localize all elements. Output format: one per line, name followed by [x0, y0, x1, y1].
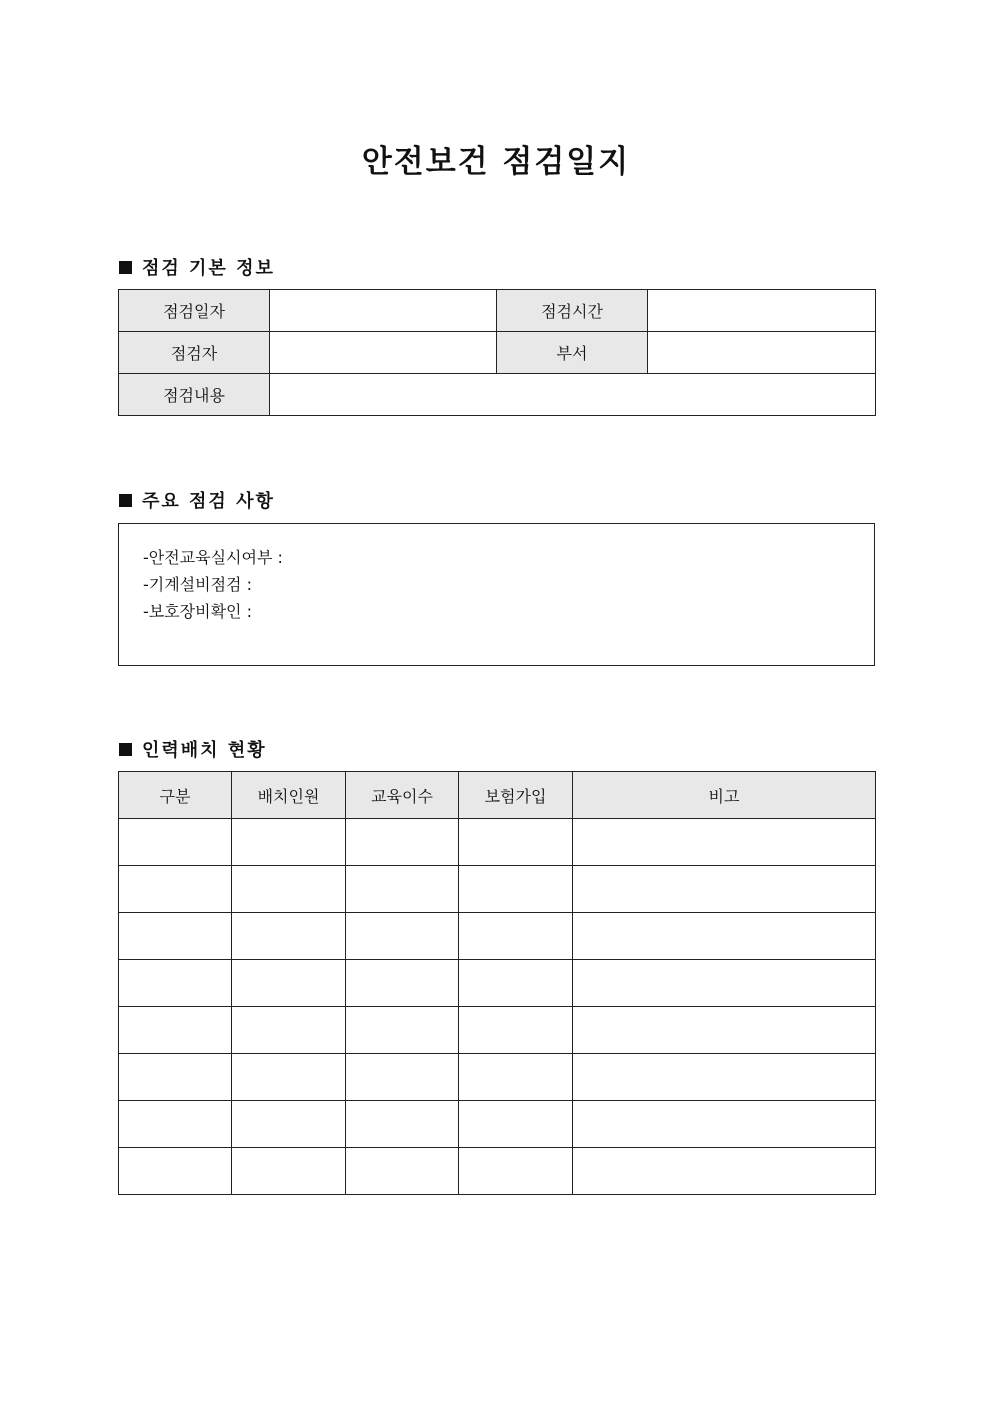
table-cell[interactable] — [119, 960, 232, 1007]
column-header: 교육이수 — [346, 772, 459, 819]
section-heading-main-checks — [119, 487, 275, 513]
date-field[interactable] — [270, 290, 497, 332]
table-cell[interactable] — [459, 1148, 573, 1195]
table-cell[interactable] — [232, 819, 346, 866]
column-header: 보험가입 — [459, 772, 573, 819]
square-bullet-icon — [119, 743, 132, 756]
table-cell[interactable] — [459, 960, 573, 1007]
department-field[interactable] — [648, 332, 876, 374]
table-row — [119, 290, 876, 332]
table-cell[interactable] — [119, 819, 232, 866]
square-bullet-icon — [119, 261, 132, 274]
column-header: 구분 — [119, 772, 232, 819]
content-field[interactable] — [270, 374, 876, 416]
table-cell[interactable] — [346, 819, 459, 866]
table-header-row — [119, 772, 876, 819]
table-row — [119, 1101, 876, 1148]
time-label: 점검시간 — [497, 290, 648, 332]
table-cell[interactable] — [232, 1148, 346, 1195]
table-cell[interactable] — [459, 1007, 573, 1054]
check-list — [143, 544, 283, 625]
table-row — [119, 819, 876, 866]
square-bullet-icon — [119, 494, 132, 507]
table-cell[interactable] — [346, 913, 459, 960]
table-cell[interactable] — [346, 960, 459, 1007]
table-cell[interactable] — [573, 819, 876, 866]
table-row — [119, 1007, 876, 1054]
table-cell[interactable] — [459, 819, 573, 866]
table-cell[interactable] — [232, 866, 346, 913]
department-label: 부서 — [497, 332, 648, 374]
table-cell[interactable] — [119, 1054, 232, 1101]
section-heading-label: 점검 기본 정보 — [142, 258, 275, 279]
table-cell[interactable] — [346, 866, 459, 913]
inspector-label: 점검자 — [119, 332, 270, 374]
table-row — [119, 1054, 876, 1101]
table-cell[interactable] — [573, 1007, 876, 1054]
table-cell[interactable] — [119, 913, 232, 960]
table-cell[interactable] — [232, 913, 346, 960]
table-cell[interactable] — [573, 1101, 876, 1148]
content-label: 점검내용 — [119, 374, 270, 416]
basic-info-table — [118, 289, 876, 416]
table-cell[interactable] — [573, 960, 876, 1007]
table-cell[interactable] — [119, 866, 232, 913]
table-cell[interactable] — [573, 1148, 876, 1195]
table-row — [119, 960, 876, 1007]
table-cell[interactable] — [232, 1101, 346, 1148]
table-row — [119, 1148, 876, 1195]
table-cell[interactable] — [346, 1148, 459, 1195]
check-item-machinery: -기계설비점검 : — [143, 575, 252, 594]
column-header: 배치인원 — [232, 772, 346, 819]
table-cell[interactable] — [459, 913, 573, 960]
document-title: 안전보건 점검일지 — [361, 144, 631, 180]
table-cell[interactable] — [459, 866, 573, 913]
section-heading-basic-info — [119, 254, 275, 280]
table-cell[interactable] — [232, 1054, 346, 1101]
staffing-table — [118, 771, 876, 1195]
table-cell[interactable] — [573, 913, 876, 960]
table-row — [119, 374, 876, 416]
time-field[interactable] — [648, 290, 876, 332]
check-item-safety-education: -안전교육실시여부 : — [143, 548, 283, 567]
section-heading-label: 주요 점검 사항 — [142, 491, 275, 512]
table-cell[interactable] — [119, 1148, 232, 1195]
table-cell[interactable] — [232, 1007, 346, 1054]
table-cell[interactable] — [119, 1101, 232, 1148]
table-cell[interactable] — [459, 1101, 573, 1148]
main-checks-box[interactable] — [118, 523, 875, 666]
table-cell[interactable] — [346, 1054, 459, 1101]
table-cell[interactable] — [459, 1054, 573, 1101]
table-cell[interactable] — [573, 1054, 876, 1101]
section-heading-label: 인력배치 현황 — [142, 740, 267, 761]
table-cell[interactable] — [346, 1007, 459, 1054]
table-cell[interactable] — [232, 960, 346, 1007]
date-label: 점검일자 — [119, 290, 270, 332]
table-cell[interactable] — [346, 1101, 459, 1148]
table-row — [119, 332, 876, 374]
table-cell[interactable] — [573, 866, 876, 913]
check-item-protective-gear: -보호장비확인 : — [143, 602, 252, 621]
table-row — [119, 866, 876, 913]
inspector-field[interactable] — [270, 332, 497, 374]
column-header: 비고 — [573, 772, 876, 819]
table-cell[interactable] — [119, 1007, 232, 1054]
table-row — [119, 913, 876, 960]
section-heading-staffing — [119, 736, 267, 762]
